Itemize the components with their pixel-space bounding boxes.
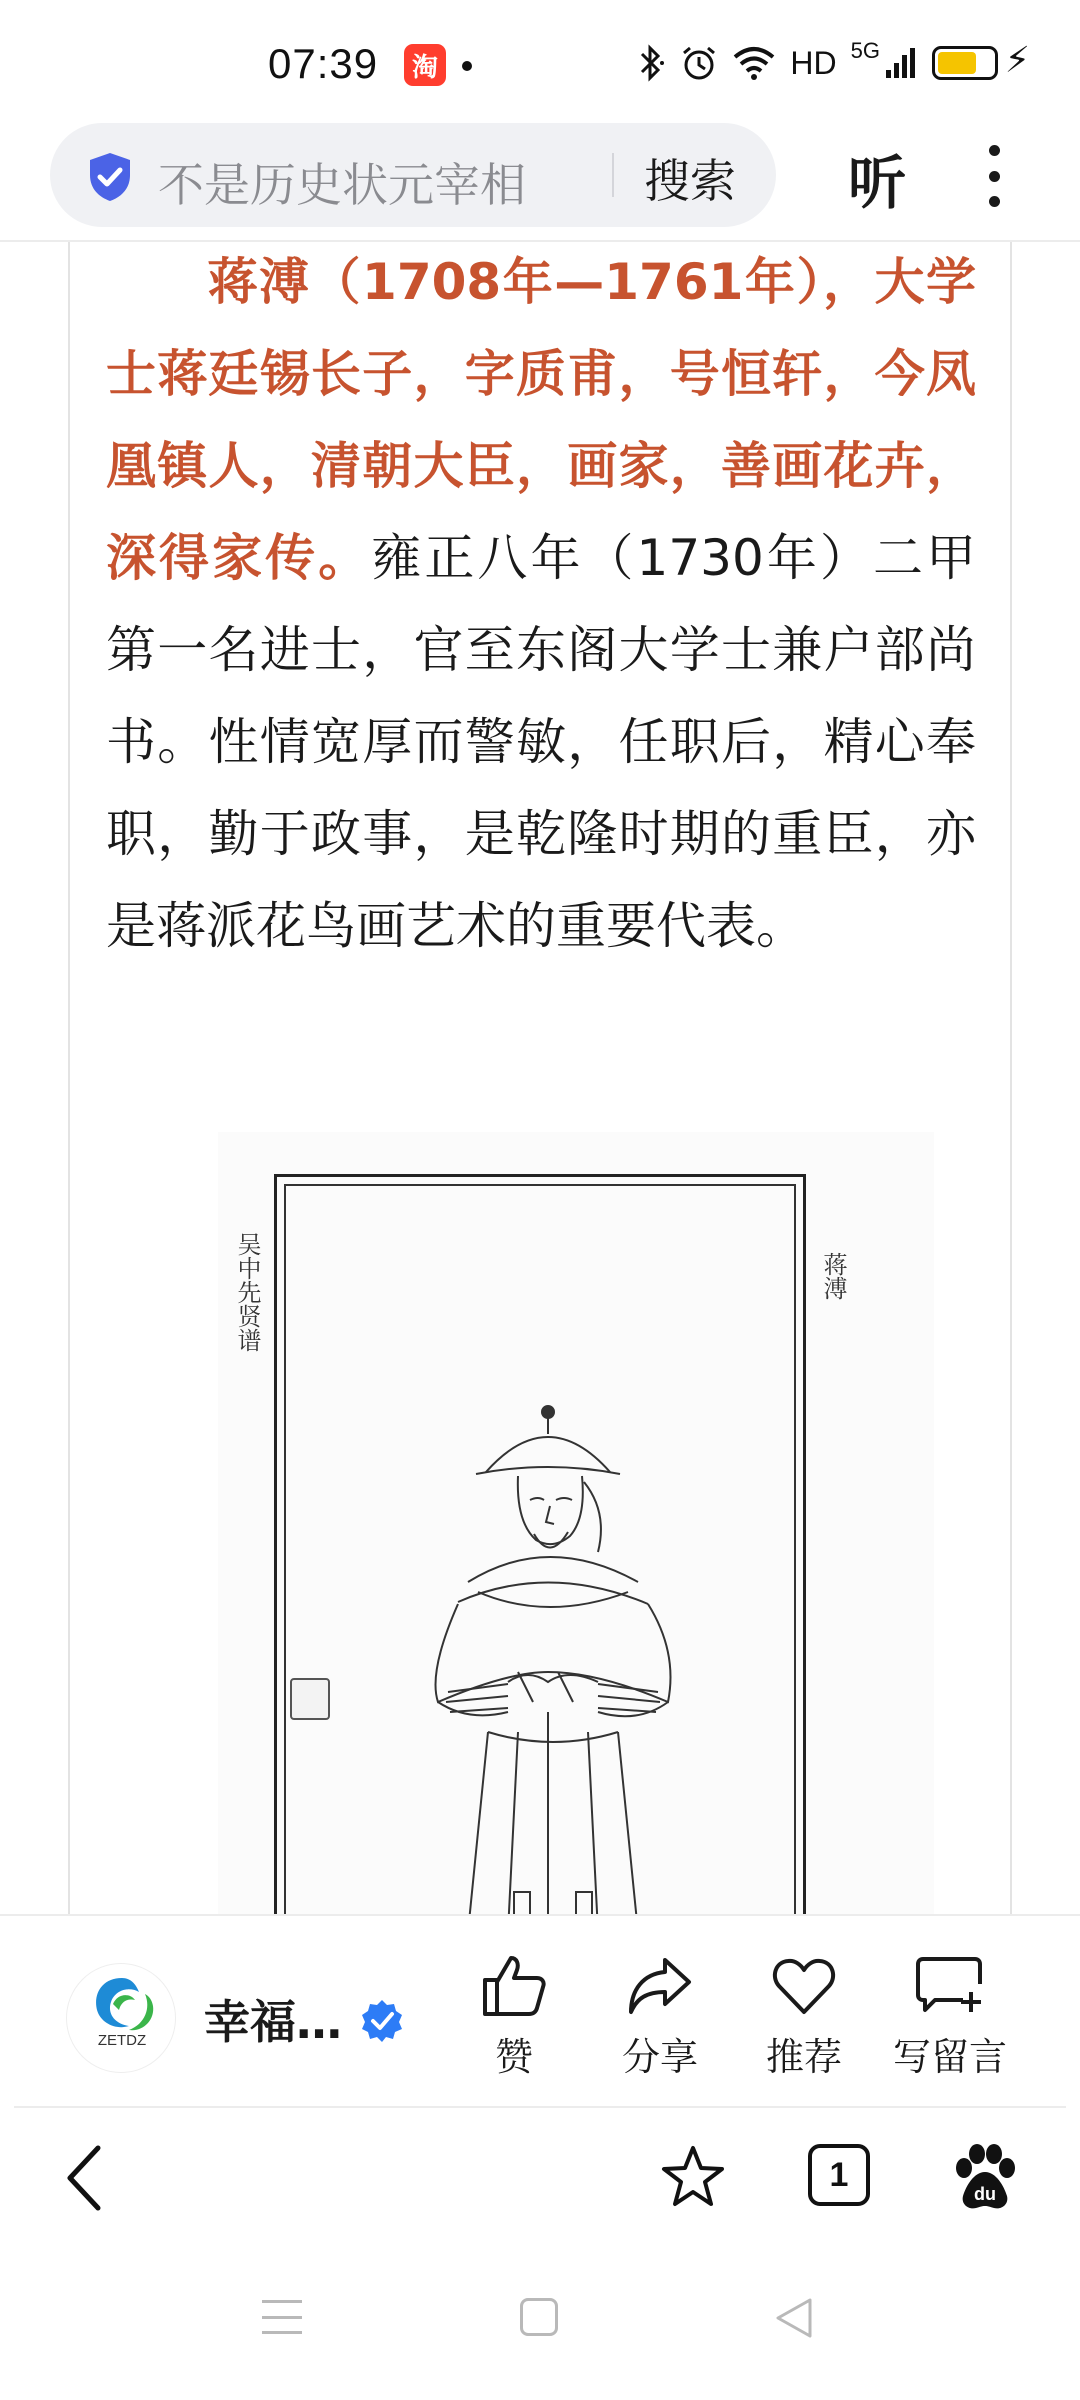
- listen-button[interactable]: 听: [848, 149, 907, 217]
- avatar-text: ZETDZ: [97, 2032, 147, 2049]
- thumbs-up-icon: [481, 1954, 547, 2018]
- comment-add-icon: [915, 1954, 985, 2018]
- more-options-icon[interactable]: [986, 145, 1002, 207]
- taobao-app-icon: 淘: [404, 44, 446, 86]
- wifi-icon: [732, 45, 776, 81]
- write-comment-label: 写留言: [892, 2035, 1007, 2079]
- author-logo-icon: [67, 1970, 177, 2040]
- status-time: 07:39: [268, 40, 379, 87]
- home-icon[interactable]: [520, 2298, 558, 2336]
- browser-toolbar: [0, 2108, 1080, 2248]
- system-back-icon[interactable]: [772, 2296, 816, 2340]
- like-label: 赞: [494, 2035, 533, 2079]
- share-label: 分享: [621, 2035, 698, 2079]
- author-avatar[interactable]: [66, 1963, 176, 2073]
- search-bar[interactable]: [50, 123, 776, 227]
- recommend-button[interactable]: [744, 1954, 864, 2081]
- bookmark-star-icon[interactable]: [660, 2144, 726, 2210]
- search-button[interactable]: 搜索: [644, 154, 736, 208]
- status-bar: [0, 0, 1080, 120]
- heart-icon: [771, 1954, 837, 2018]
- status-indicators: [636, 38, 998, 88]
- seal-icon: [290, 1678, 330, 1720]
- portrait-image[interactable]: [218, 1132, 934, 1914]
- baidu-paw-icon[interactable]: [950, 2142, 1020, 2212]
- signal-label: 5G: [850, 38, 880, 63]
- author-name[interactable]: 幸福…: [204, 1995, 342, 2049]
- article-highlight-text: 蒋溥（1708年—1761年），大学士蒋廷锡长子，字质甫，号恒轩，今凤凰镇人，清朝大臣，画家，善画花卉，深得家传。: [106, 253, 976, 587]
- hd-indicator: HD: [790, 44, 837, 81]
- article-body-text: 雍正八年（1730年）二甲第一名进士，官至东阁大学士兼户部尚书。性情宽厚而警敏，任职后，精心奉职，勤于政事，是乾隆时期的重臣，亦是蒋派花鸟画艺术的重要代表。: [106, 529, 977, 955]
- signal-icon: [884, 46, 918, 80]
- like-button[interactable]: [454, 1954, 574, 2081]
- bluetooth-icon: [636, 44, 666, 82]
- battery-icon: [932, 46, 998, 80]
- recent-apps-icon[interactable]: [262, 2300, 302, 2334]
- article-action-bar: [0, 1914, 1080, 2104]
- shield-check-icon: [86, 151, 134, 203]
- image-left-caption: 吴中先贤谱: [233, 1232, 261, 1352]
- verified-badge-icon: [360, 1998, 404, 2042]
- search-divider: [612, 153, 614, 197]
- recommend-label: 推荐: [765, 2035, 842, 2079]
- system-navigation: [0, 2260, 1080, 2400]
- notification-dot-icon: [462, 61, 472, 71]
- svg-text:du: du: [974, 2184, 996, 2204]
- charging-icon: ⚡: [1004, 40, 1030, 81]
- write-comment-button[interactable]: [880, 1954, 1020, 2081]
- search-input[interactable]: 不是历史状元宰相: [158, 158, 526, 212]
- share-arrow-icon: [627, 1954, 693, 2018]
- portrait-figure-icon: [358, 1372, 748, 1914]
- tabs-counter-button[interactable]: 1: [808, 2144, 870, 2206]
- image-right-caption: 蒋溥: [819, 1252, 847, 1300]
- alarm-icon: [680, 44, 718, 82]
- back-icon[interactable]: [60, 2138, 110, 2218]
- share-button[interactable]: [600, 1954, 720, 2081]
- article-paragraph: [106, 236, 976, 972]
